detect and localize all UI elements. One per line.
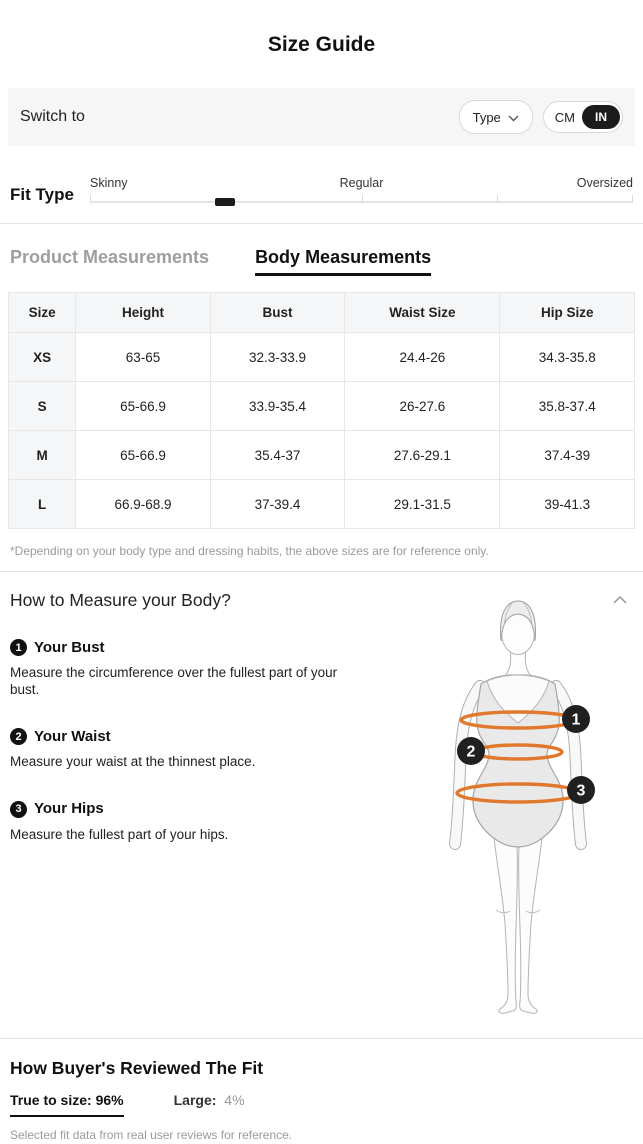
- cell: 35.8-37.4: [500, 382, 635, 431]
- divider: [0, 1038, 643, 1039]
- svg-text:3: 3: [576, 782, 586, 800]
- measure-item-bust: [10, 639, 370, 698]
- table-header-row: [9, 293, 635, 333]
- fit-option-regular: Regular: [339, 176, 384, 190]
- body-measurements-table: [8, 292, 635, 529]
- large-stat[interactable]: [174, 1092, 245, 1108]
- fit-slider-handle[interactable]: [215, 198, 235, 206]
- fit-type-row: [10, 176, 633, 218]
- figure-badge-1: [562, 705, 590, 733]
- step-1-badge: 1: [10, 639, 27, 656]
- cell: 66.9-68.9: [76, 480, 211, 529]
- body-measurement-figure: [420, 598, 625, 1022]
- cell: L: [9, 480, 76, 529]
- svg-text:2: 2: [466, 743, 476, 761]
- review-stats: [10, 1092, 633, 1117]
- fit-slider-tick: [497, 195, 498, 203]
- measure-item-desc: Measure the circumference over the fullest part of your bust.: [10, 665, 338, 697]
- step-2-badge: 2: [10, 728, 27, 745]
- review-section-title: How Buyer's Reviewed The Fit: [10, 1058, 264, 1078]
- table-row: [9, 480, 635, 529]
- switch-bar: [8, 88, 635, 146]
- fit-type-label: Fit Type: [10, 185, 74, 204]
- table-row: [9, 382, 635, 431]
- measure-item-title: Your Waist: [34, 727, 111, 745]
- measure-item-title: Your Hips: [34, 800, 104, 817]
- cell: 65-66.9: [76, 431, 211, 480]
- cell: 24.4-26: [345, 333, 500, 382]
- cell: M: [9, 431, 76, 480]
- cell: 34.3-35.8: [500, 333, 635, 382]
- figure-badge-3: [567, 776, 595, 804]
- true-to-size-stat[interactable]: [10, 1092, 124, 1117]
- chevron-down-icon: [508, 110, 519, 125]
- step-3-badge: 3: [10, 801, 27, 818]
- measure-item-waist: [10, 728, 370, 771]
- cell: 27.6-29.1: [345, 431, 500, 480]
- col-height: Height: [76, 293, 211, 333]
- measure-item-title: Your Bust: [34, 638, 105, 656]
- cell: 39-41.3: [500, 480, 635, 529]
- switch-controls: [459, 100, 623, 134]
- col-waist: Waist Size: [345, 293, 500, 333]
- cell: 26-27.6: [345, 382, 500, 431]
- svg-text:1: 1: [571, 711, 581, 729]
- size-disclaimer: *Depending on your body type and dressing habits, the above sizes are for reference only.: [10, 544, 489, 558]
- figure-legs: [494, 838, 542, 1013]
- page-title: Size Guide: [267, 33, 376, 56]
- true-to-size-value: 96%: [95, 1092, 124, 1108]
- type-dropdown-label: Type: [472, 109, 501, 125]
- measure-item-desc: Measure your waist at the thinnest place.: [10, 754, 256, 769]
- table-row: [9, 431, 635, 480]
- cell: 29.1-31.5: [345, 480, 500, 529]
- fit-slider-tick: [362, 195, 363, 203]
- tab-product-measurements[interactable]: Product Measurements: [10, 247, 210, 267]
- measure-item-desc: Measure the fullest part of your hips.: [10, 826, 229, 842]
- large-value: 4%: [224, 1092, 245, 1108]
- switch-to-label: Switch to: [20, 108, 85, 125]
- true-to-size-label: True to size:: [10, 1092, 92, 1108]
- table-row: [9, 333, 635, 382]
- cell: XS: [9, 333, 76, 382]
- cell: 37-39.4: [210, 480, 345, 529]
- divider: [0, 223, 643, 224]
- col-hip: Hip Size: [500, 293, 635, 333]
- cell: 37.4-39: [500, 431, 635, 480]
- tab-body-measurements[interactable]: Body Measurements: [255, 247, 431, 276]
- fit-slider-tick: [90, 195, 91, 203]
- cell: 35.4-37: [210, 431, 345, 480]
- cell: 63-65: [76, 333, 211, 382]
- cell: 32.3-33.9: [210, 333, 345, 382]
- type-dropdown[interactable]: [459, 100, 533, 134]
- fit-slider-tick: [632, 195, 633, 203]
- measurement-tabs: [10, 247, 633, 276]
- measure-item-hips: [10, 801, 370, 844]
- col-bust: Bust: [210, 293, 345, 333]
- cell: 65-66.9: [76, 382, 211, 431]
- unit-cm-option[interactable]: CM: [554, 109, 575, 125]
- col-size: Size: [9, 293, 76, 333]
- fit-type-slider[interactable]: [90, 176, 633, 218]
- fit-option-skinny: Skinny: [90, 176, 128, 190]
- figure-badge-2: [457, 737, 485, 765]
- cell: S: [9, 382, 76, 431]
- review-note: Selected fit data from real user reviews for reference.: [10, 1128, 293, 1142]
- measure-section-title: How to Measure your Body?: [10, 590, 231, 610]
- unit-in-option-selected[interactable]: IN: [582, 105, 620, 129]
- large-label: Large:: [173, 1092, 217, 1108]
- unit-toggle[interactable]: [543, 101, 623, 133]
- fit-option-oversized: Oversized: [576, 176, 633, 190]
- cell: 33.9-35.4: [210, 382, 345, 431]
